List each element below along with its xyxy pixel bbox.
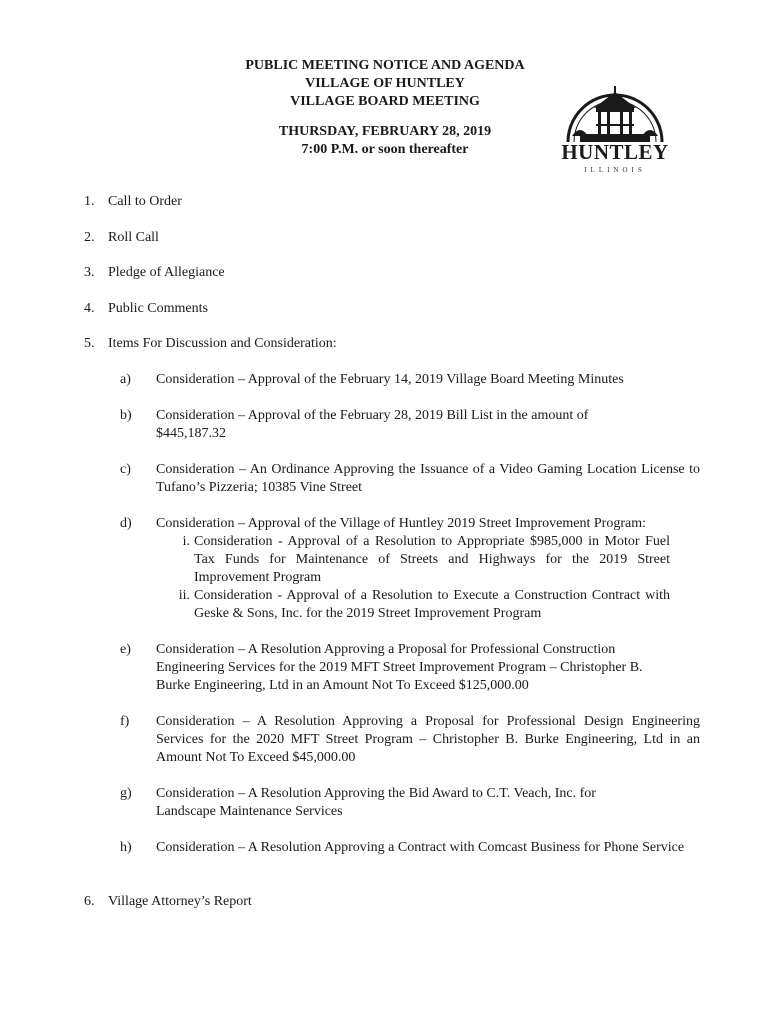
subsubitem-text: Consideration - Approval of a Resolution to Appropriate $985,000 in Motor Fuel Tax Funds for Maintenance of Streets and Highways for the 2019 Street Improvement Program <box>194 534 670 585</box>
subitem-label: f) <box>120 714 130 729</box>
subitem-label: a) <box>120 372 131 387</box>
subsubitem-text: Consideration - Approval of a Resolution to Execute a Construction Contract with Geske & Sons, Inc. for the 2019 Street Improvement Program <box>194 588 670 621</box>
agenda-item-number: 6. <box>84 894 95 909</box>
subitem-text: Consideration – Approval of the Village of Huntley 2019 Street Improvement Program: <box>156 516 646 531</box>
subitem-label: b) <box>120 408 132 423</box>
subitem-label: c) <box>120 462 131 477</box>
gazebo-logo-icon <box>560 80 670 144</box>
logo-state: ILLINOIS <box>584 166 646 174</box>
subsubitem-label: i. <box>182 534 190 549</box>
agenda-item-number: 5. <box>84 336 95 351</box>
agenda-item-text: Pledge of Allegiance <box>108 265 225 280</box>
subitem-label: e) <box>120 642 131 657</box>
subitem-text: Consideration – Approval of the February 28, 2019 Bill List in the amount of $445,187.32 <box>156 408 589 441</box>
subitem-label: h) <box>120 840 132 855</box>
agenda-item-text: Village Attorney’s Report <box>108 894 252 909</box>
huntley-logo <box>560 80 670 176</box>
agenda-item-text: Public Comments <box>108 301 208 316</box>
agenda-item-number: 1. <box>84 194 95 209</box>
agenda-item-text: Call to Order <box>108 194 182 209</box>
meeting-date: THURSDAY, FEBRUARY 28, 2019 <box>278 124 492 139</box>
subitem-text: Consideration – A Resolution Approving the Bid Award to C.T. Veach, Inc. for Landscape Maintenance Services <box>156 786 596 819</box>
agenda-item-text: Items For Discussion and Consideration: <box>108 336 337 351</box>
subitem-text: Consideration – A Resolution Approving a Contract with Comcast Business for Phone Service <box>156 840 685 855</box>
subitem-label: d) <box>120 516 132 531</box>
agenda-item-number: 2. <box>84 230 95 245</box>
subitem-text: Consideration – A Resolution Approving a Proposal for Professional Design Engineering Services for the 2020 MFT Street Program – Christopher B. Burke Engineering, Ltd in an Amount Not To Exceed $45,000.00 <box>156 714 700 765</box>
subitem-label: g) <box>120 786 132 801</box>
agenda-item-number: 4. <box>84 301 95 316</box>
notice-title: PUBLIC MEETING NOTICE AND AGENDA <box>245 58 525 73</box>
agenda-item-number: 3. <box>84 265 95 280</box>
subsubitem-label: ii. <box>178 588 190 603</box>
subitem-text: Consideration – An Ordinance Approving the Issuance of a Video Gaming Location License to Tufano’s Pizzeria; 10385 Vine Street <box>156 462 700 495</box>
village-name: VILLAGE OF HUNTLEY <box>305 76 465 91</box>
meeting-name: VILLAGE BOARD MEETING <box>290 94 480 109</box>
subitem-text: Consideration – Approval of the February 14, 2019 Village Board Meeting Minutes <box>156 372 624 387</box>
notice-header <box>185 57 585 159</box>
agenda-item-text: Roll Call <box>108 230 159 245</box>
meeting-time: 7:00 P.M. or soon thereafter <box>301 142 469 157</box>
logo-wordmark: HUNTLEY <box>561 140 669 164</box>
subitem-text: Consideration – A Resolution Approving a Proposal for Professional Construction Engineering Services for the 2019 MFT Street Improvement Program – Christopher B. Burke Engineering, Ltd in an Amount Not To Exceed $125,000.00 <box>156 642 643 693</box>
